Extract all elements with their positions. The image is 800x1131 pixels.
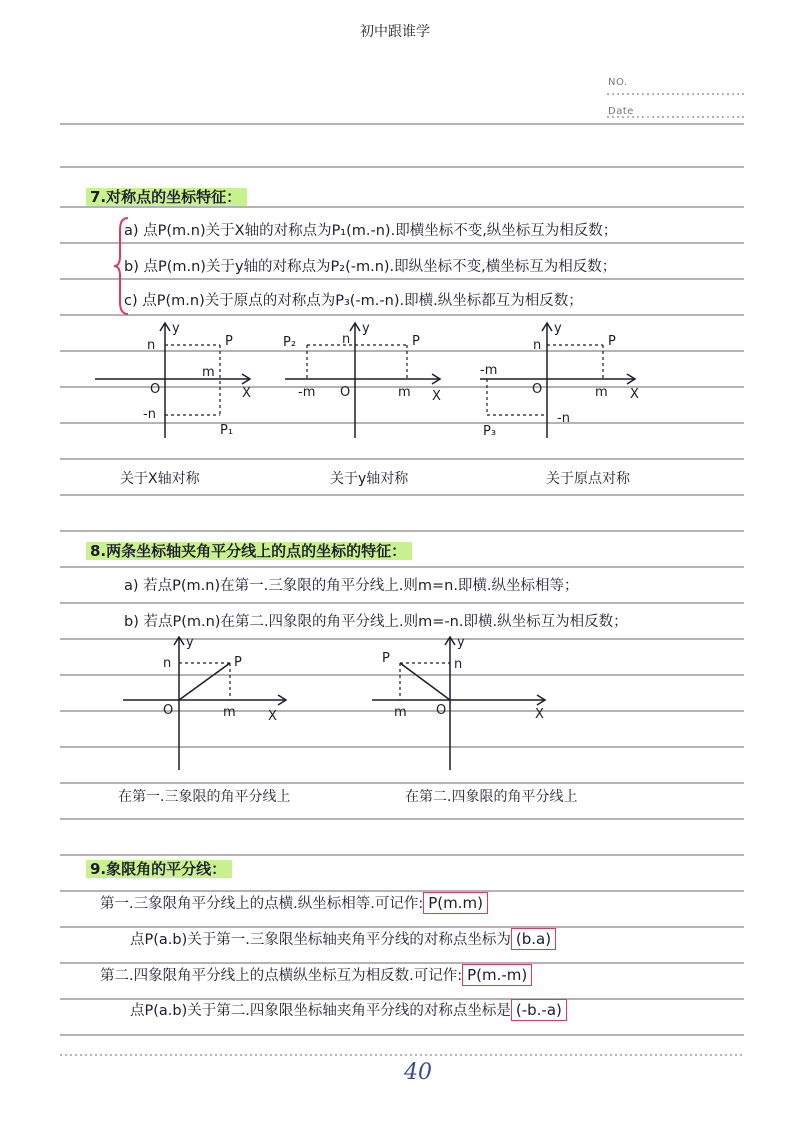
section-7-title: 7.对称点的坐标特征： <box>86 188 247 206</box>
neg-m-label: -m <box>298 385 316 400</box>
caption-x-axis: 关于X轴对称 <box>120 471 200 487</box>
section-7-item-c: c) 点P(m.n)关于原点的对称点为P₃(-m.-n).即横.纵坐标都互为相反数； <box>124 293 583 309</box>
graph-x-axis-symmetry <box>90 318 260 443</box>
x-label: X <box>630 387 639 402</box>
boxed-symmetric-second-fourth: (-b.-a) <box>511 999 567 1021</box>
origin-label: O <box>436 703 447 718</box>
neg-m-label: -m <box>480 363 498 378</box>
m-label: m <box>394 705 407 720</box>
bisector-line <box>400 663 450 700</box>
y-label: y <box>457 635 465 650</box>
p1-label: P₁ <box>220 423 234 438</box>
page-number: 40 <box>404 1060 432 1085</box>
origin-label: O <box>532 382 543 397</box>
m-label: m <box>202 365 215 380</box>
origin-label: O <box>340 385 351 400</box>
x-label: X <box>268 709 277 724</box>
section-9-line-1-text: 第一.三象限角平分线上的点横.纵坐标相等.可记作: <box>100 896 424 912</box>
p2-label: P₂ <box>283 335 297 350</box>
section-7-item-b: b) 点P(m.n)关于y轴的对称点为P₂(-m.n).即纵坐标不变,横坐标互为相反数； <box>124 259 617 275</box>
m-label: m <box>223 705 236 720</box>
p-label: P <box>225 334 233 349</box>
caption-origin: 关于原点对称 <box>546 471 630 487</box>
section-9-line-4-text: 点P(a.b)关于第二.四象限坐标轴夹角平分线的对称点坐标是 <box>130 1003 511 1019</box>
x-label: X <box>535 707 544 722</box>
section-9-line-3 <box>100 968 532 984</box>
bisector-line <box>179 663 230 700</box>
section-9-line-2-text: 点P(a.b)关于第一.三象限坐标轴夹角平分线的对称点坐标为 <box>130 932 511 948</box>
section-9-line-4 <box>130 1003 567 1019</box>
section-8-item-a: a) 若点P(m.n)在第一.三象限的角平分线上.则m=n.即横.纵坐标相等； <box>124 578 579 594</box>
y-label: y <box>554 321 562 336</box>
boxed-notation-first-third: P(m.m) <box>423 892 488 914</box>
graph-first-third-bisector <box>118 632 298 772</box>
date-label: Date <box>608 106 634 117</box>
caption-first-third: 在第一.三象限的角平分线上 <box>118 789 291 805</box>
section-8-item-b: b) 若点P(m.n)在第二.四象限的角平分线上.则m=-n.即横.纵坐标互为相反数； <box>124 614 628 630</box>
p-label: P <box>234 655 242 670</box>
n-label: n <box>533 338 542 353</box>
n-label: n <box>147 338 156 353</box>
y-label: y <box>362 321 370 336</box>
section-9-title: 9.象限角的平分线： <box>86 860 232 878</box>
page-header-title: 初中跟谁学 <box>360 24 430 40</box>
graph-second-fourth-bisector <box>370 632 550 772</box>
graph-y-axis-symmetry <box>280 318 450 443</box>
neg-n-label: -n <box>143 407 156 422</box>
m-label: m <box>595 385 608 400</box>
x-label: X <box>432 389 441 404</box>
neg-n-label: -n <box>557 411 570 426</box>
n-label: n <box>163 656 172 671</box>
y-label: y <box>172 321 180 336</box>
p-label: P <box>382 651 390 666</box>
m-label: m <box>398 385 411 400</box>
p3-label: P₃ <box>483 424 497 439</box>
n-label: n <box>342 332 351 347</box>
origin-label: O <box>163 703 174 718</box>
boxed-notation-second-fourth: P(m.-m) <box>462 964 532 986</box>
section-9-line-2 <box>130 932 556 948</box>
p-label: P <box>412 334 420 349</box>
x-label: X <box>242 386 251 401</box>
section-9-line-1 <box>100 896 488 912</box>
n-label: n <box>454 657 463 672</box>
section-7-item-a: a) 点P(m.n)关于X轴的对称点为P₁(m.-n).即横坐标不变,纵坐标互为相反数； <box>124 223 618 239</box>
boxed-symmetric-first-third: (b.a) <box>511 928 556 950</box>
no-label: NO. <box>608 77 628 88</box>
caption-y-axis: 关于y轴对称 <box>330 471 409 487</box>
graph-origin-symmetry <box>470 318 650 443</box>
p-label: P <box>608 334 616 349</box>
caption-second-fourth: 在第二.四象限的角平分线上 <box>405 789 578 805</box>
section-8-title: 8.两条坐标轴夹角平分线上的点的坐标的特征： <box>86 542 412 560</box>
origin-label: O <box>150 382 161 397</box>
y-label: y <box>186 635 194 650</box>
section-9-line-3-text: 第二.四象限角平分线上的点横纵坐标互为相反数.可记作: <box>100 968 463 984</box>
